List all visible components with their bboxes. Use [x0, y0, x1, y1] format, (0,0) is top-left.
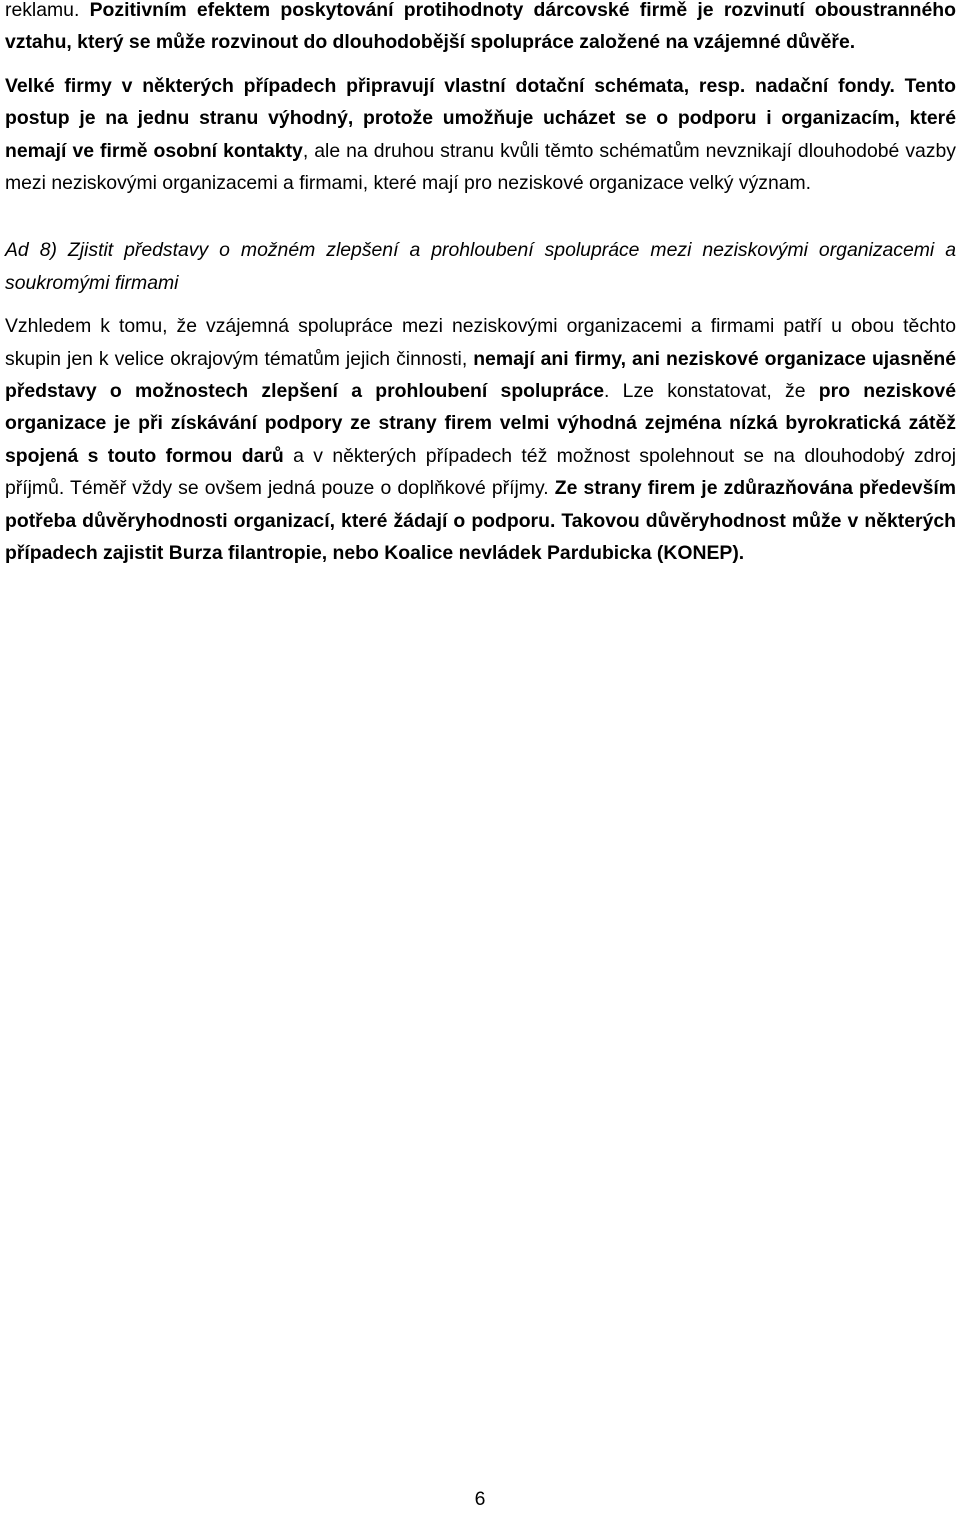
text-segment-italic: Ad 8) Zjistit představy o možném zlepšení a prohloubení spolupráce mezi neziskovými organizacemi a soukromými firmami — [5, 239, 956, 294]
document-page — [5, 0, 956, 570]
text-segment: , ale na druhou stranu kvůli těmto schématům nevznikají dlouhodobé vazby mezi neziskovými organizacemi a firmami, které mají pro neziskové organizace velký význam. — [5, 139, 956, 195]
text-segment-bold: nemají ani firmy, ani neziskové organizace ujasněné představy o možnostech zlepšení a prohloubení spolupráce — [5, 347, 956, 403]
text-segment: a v některých případech též možnost spolehnout se na dlouhodobý zdroj příjmů. Téměř vždy se ovšem jedná pouze o doplňkové příjmy. — [5, 444, 956, 500]
paragraph-predstavy — [5, 310, 956, 569]
paragraph-dotacni-schemata — [5, 70, 956, 200]
text-segment: Vzhledem k tomu, že vzájemná spolupráce mezi neziskovými organizacemi a firmami patří u obou těchto skupin jen k velice okrajovým tématům jejich činnosti, — [5, 315, 956, 370]
section-heading-ad8 — [5, 234, 956, 299]
text-segment: . Lze konstatovat, že — [604, 380, 819, 403]
text-segment-bold: Velké firmy v některých případech připravují vlastní dotační schémata, resp. nadační fondy. Tento postup je na jednu stranu výhodný, protože umožňuje ucházet se o podporu i organizacím, které nemají ve firmě osobní kontakty — [5, 74, 956, 162]
text-segment-bold: pro neziskové organizace je při získávání podpory ze strany firem velmi výhodná zejména nízká byrokratická zátěž spojená s touto formou darů — [5, 380, 956, 467]
paragraph-protihodnota — [5, 0, 956, 59]
text-segment-bold: Ze strany firem je zdůrazňována především potřeba důvěryhodnosti organizací, které žádají o podporu. Takovou důvěryhodnost může v některých případech zajistit Burza filantropie, nebo Koalice nevládek Pardubicka (KONEP). — [5, 477, 956, 565]
page-number: 6 — [474, 1488, 486, 1510]
text-segment-bold: Pozitivním efektem poskytování protihodnoty dárcovské firmě je rozvinutí oboustranného vztahu, který se může rozvinout do dlouhodobější spolupráce založené na vzájemné důvěře. — [5, 0, 956, 54]
text-segment: reklamu. — [5, 0, 90, 21]
